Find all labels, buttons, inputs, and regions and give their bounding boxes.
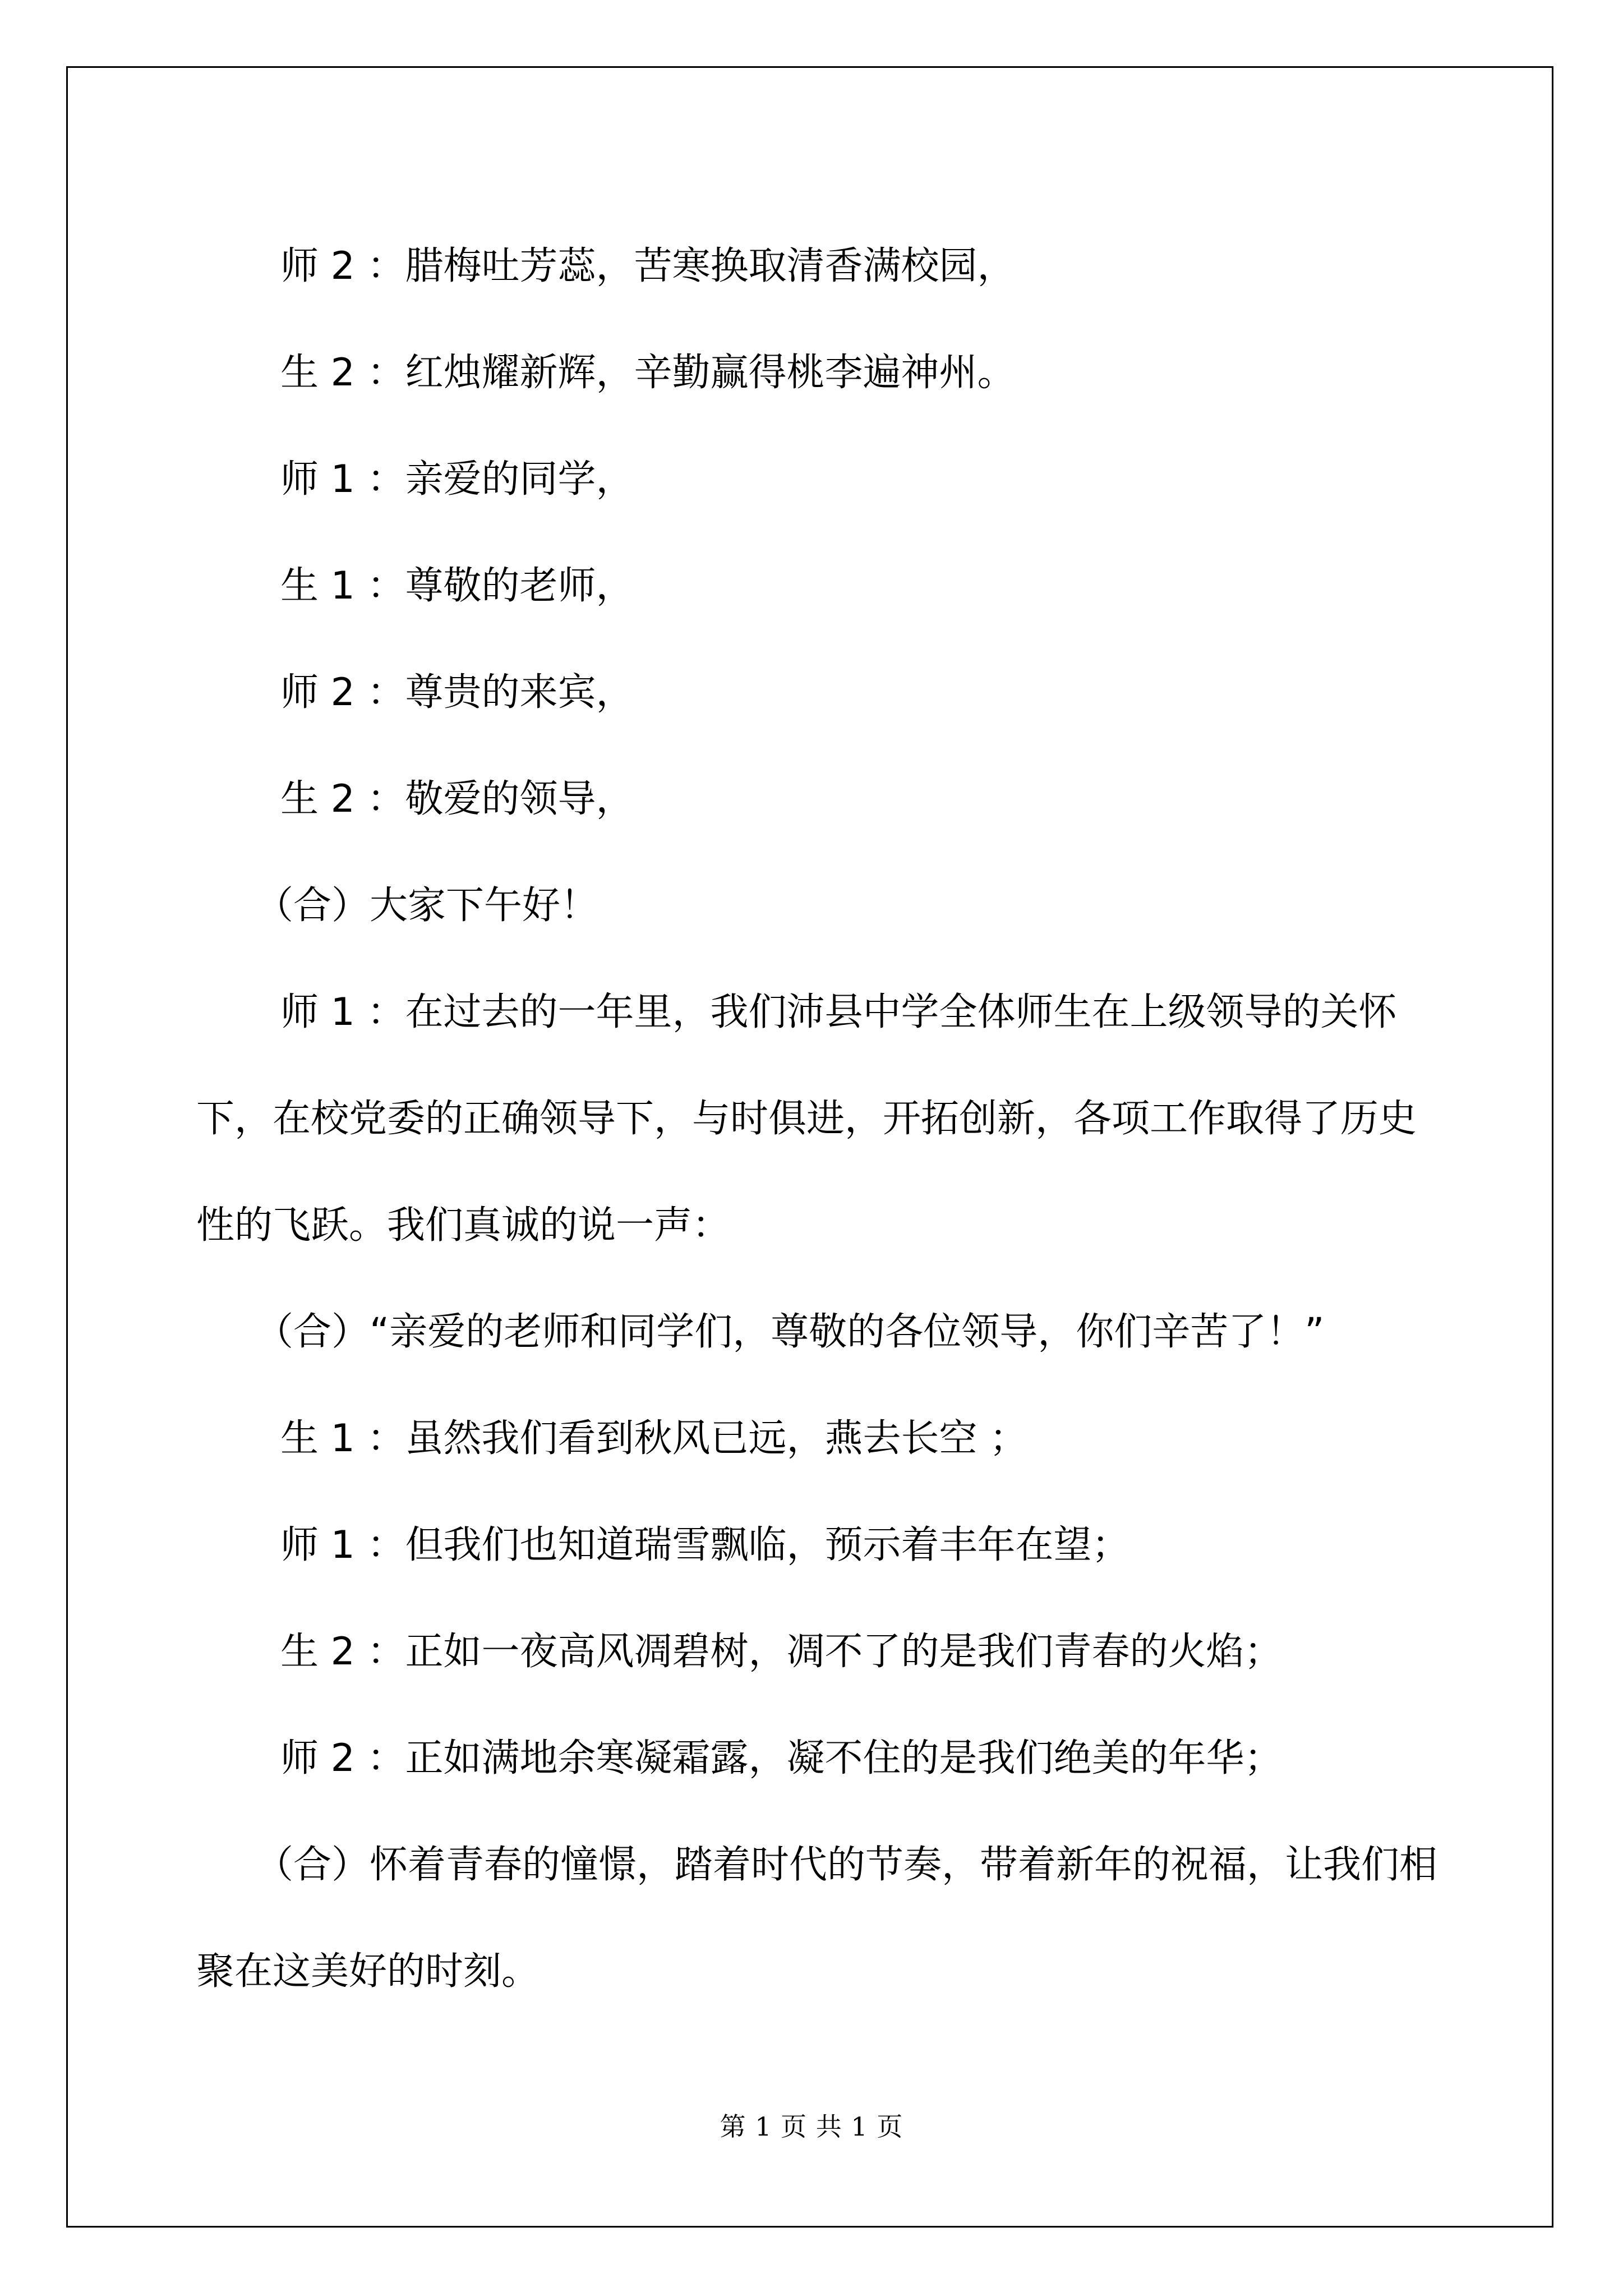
paragraph-14: （合）怀着青春的憧憬，踏着时代的节奏，带着新年的祝福，让我们相聚在这美好的时刻。 [196, 1843, 1438, 1994]
paragraph-5: 师 2 ：尊贵的来宾， [280, 670, 634, 715]
paragraph-9: （合）“亲爱的老师和同学们，尊敬的各位领导，你们辛苦了！” [255, 1310, 1325, 1354]
paragraph-3: 师 1 ：亲爱的同学， [280, 457, 634, 501]
document-body [196, 213, 1453, 2025]
paragraph-1: 师 2 ：腊梅吐芳蕊，苦寒换取清香满校园， [280, 244, 1016, 288]
paragraph-2: 生 2 ：红烛耀新辉，辛勤赢得桃李遍神州。 [280, 351, 1016, 395]
paragraph-10: 生 1 ：虽然我们看到秋风已远，燕去长空 ； [280, 1416, 1028, 1461]
paragraph-8: 师 1 ：在过去的一年里，我们沛县中学全体师生在上级领导的关怀下，在校党委的正确领导下，与时俱进，开拓创新，各项工作取得了历史性的飞跃。我们真诚的说一声： [196, 990, 1417, 1248]
paragraph-13: 师 2 ：正如满地余寒凝霜露，凝不住的是我们绝美的年华； [280, 1736, 1283, 1780]
page-footer: 第 1 页 共 1 页 [720, 2111, 903, 2142]
paragraph-4: 生 1 ：尊敬的老师， [280, 564, 634, 608]
paragraph-12: 生 2 ：正如一夜高风凋碧树，凋不了的是我们青春的火焰； [280, 1630, 1283, 1674]
paragraph-6: 生 2 ：敬爱的领导， [280, 777, 634, 821]
paragraph-7: （合）大家下午好！ [255, 884, 599, 928]
paragraph-11: 师 1 ：但我们也知道瑞雪飘临，预示着丰年在望； [280, 1523, 1130, 1567]
